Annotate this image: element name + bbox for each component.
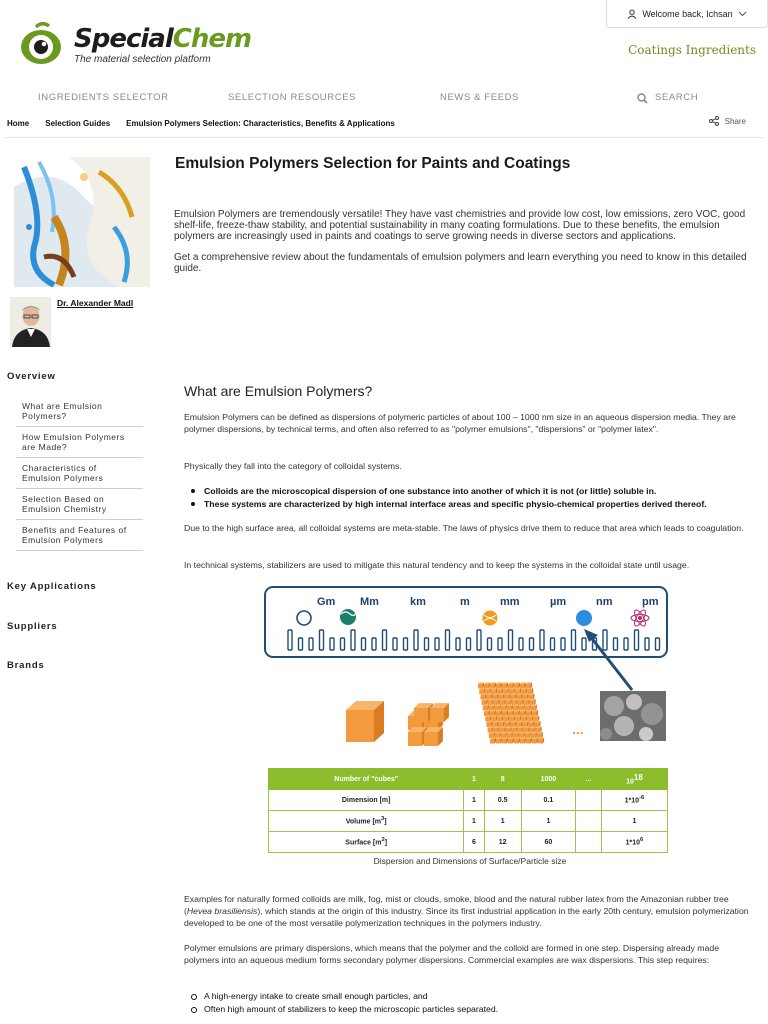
list-item: A high-energy intake to create small enough particles, and	[184, 990, 756, 1003]
breadcrumb-selection-guides[interactable]: Selection Guides	[45, 119, 111, 128]
share-icon	[709, 116, 719, 126]
many-cubes-icon	[478, 682, 544, 743]
breadcrumb-current[interactable]: Emulsion Polymers Selection: Characteristics, Benefits & Applications	[126, 119, 395, 128]
search-label: SEARCH	[655, 92, 699, 103]
scale-unit: mm	[500, 596, 520, 608]
section-heading: What are Emulsion Polymers?	[184, 383, 373, 399]
globe-icon	[340, 609, 356, 625]
table-cell	[576, 832, 602, 853]
cubes-table	[268, 768, 668, 853]
table-cell: 0.5	[484, 790, 521, 811]
toc-item-benefits[interactable]: Benefits and Features of Emulsion Polymers	[16, 520, 143, 551]
table-cell: 60	[521, 832, 575, 853]
toc-item-how-made[interactable]: How Emulsion Polymers are Made?	[16, 427, 143, 458]
sidebar-overview[interactable]: Overview	[7, 371, 56, 382]
scale-unit: Mm	[360, 596, 379, 608]
table-cell: 1	[484, 811, 521, 832]
section-paragraph: Polymer emulsions are primary dispersions, which means that the polymer and the colloid are formed in one step. Dispersing already made polymers into an aqueous medium forms secondary polymer dispersions. Commercial examples are wax dispersions. This step requires:	[184, 943, 720, 965]
user-icon	[627, 9, 637, 19]
section-paragraph: Due to the high surface area, all colloidal systems are meta-stable. The laws of physics drive them to reduce that area which leads to coagulation.	[184, 523, 744, 533]
table-header: 8	[484, 769, 521, 790]
table-cell: 6	[464, 832, 484, 853]
scale-unit: nm	[596, 596, 613, 608]
table-cell: $1*10^{-6}$	[601, 790, 667, 811]
scale-unit: km	[410, 596, 426, 608]
orange-ball-icon	[483, 611, 498, 626]
section-link-coatings[interactable]: Coatings Ingredients	[628, 43, 756, 57]
table-row	[269, 832, 668, 853]
chevron-down-icon	[738, 11, 747, 17]
table-header: Number of "cubes"	[269, 769, 464, 790]
author-link[interactable]: Dr. Alexander Madl	[57, 298, 134, 308]
table-cell: 1	[464, 811, 484, 832]
table-cell: Dimension [m]	[269, 790, 464, 811]
table-row	[269, 811, 668, 832]
scale-unit: Gm	[317, 596, 336, 608]
table-header: ...	[576, 769, 602, 790]
share-label: Share	[724, 116, 746, 126]
hero-paint-splash-image	[14, 157, 150, 287]
welcome-text: Welcome back, Ichsan	[642, 8, 733, 19]
scale-unit: pm	[642, 596, 659, 608]
table-header: 1000	[521, 769, 575, 790]
sidebar-suppliers[interactable]: Suppliers	[7, 621, 58, 632]
sidebar-key-applications[interactable]: Key Applications	[7, 581, 97, 592]
scale-unit: µm	[550, 596, 567, 608]
ellipsis-label: ...	[572, 721, 584, 737]
scale-graphics	[262, 584, 672, 766]
arrow-line	[590, 636, 632, 690]
bullet-list	[184, 485, 756, 510]
toc-item-what-are[interactable]: What are Emulsion Polymers?	[16, 396, 143, 427]
header-divider	[5, 137, 763, 138]
intro-paragraph: Emulsion Polymers are tremendously versatile! They have vast chemistries and provide low cost, low emissions, zero VOC, good shelf-life, freeze-thaw stability, and potential sustainability in many coating formulations. Due to these benefits, the emulsion polymers are increasingly used in paints and coatings to serve growing needs in diverse sectors and applications.	[174, 209, 746, 242]
account-menu[interactable]	[606, 0, 768, 28]
search-icon	[637, 93, 648, 104]
section-paragraph: Physically they fall into the category of colloidal systems.	[184, 461, 402, 471]
nav-news-feeds[interactable]: NEWS & FEEDS	[440, 92, 519, 103]
atom-icon	[631, 608, 649, 627]
nav-selection-resources[interactable]: SELECTION RESOURCES	[228, 92, 357, 103]
section-paragraph: Emulsion Polymers can be defined as dispersions of polymeric particles of about 100 – 1000 nm size in an aqueous dispersion media. They are polymer dispersions, by technical terms, and often also referred to as "polymer emulsions", "dispersions" or "polymer latex".	[184, 412, 736, 434]
table-of-contents	[16, 396, 143, 551]
table-cell: $1*10^6$	[601, 832, 667, 853]
list-item: These systems are characterized by high internal interface areas and specific physio-chemical properties derived thereof.	[184, 498, 756, 511]
toc-item-characteristics[interactable]: Characteristics of Emulsion Polymers	[16, 458, 143, 489]
figure-caption: Dispersion and Dimensions of Surface/Particle size	[373, 856, 567, 866]
table-cell: Surface $[m^2]$	[269, 832, 464, 853]
section-paragraph: In technical systems, stabilizers are used to mitigate this natural tendency and to keep the systems in the colloidal state until usage.	[184, 560, 690, 570]
table-cell: 12	[484, 832, 521, 853]
specialchem-logo[interactable]	[18, 18, 252, 70]
table-row	[269, 790, 668, 811]
author-avatar[interactable]	[10, 297, 51, 347]
single-cube-icon	[346, 701, 384, 742]
nav-ingredients-selector[interactable]: INGREDIENTS SELECTOR	[38, 92, 169, 103]
breadcrumb	[7, 119, 395, 128]
table-cell	[576, 811, 602, 832]
breadcrumb-home[interactable]: Home	[7, 119, 30, 128]
particle-dot-icon	[576, 610, 592, 626]
article-title: Emulsion Polymers Selection for Paints and Coatings	[175, 155, 571, 172]
logo-tagline: The material selection platform	[74, 54, 211, 65]
article-intro	[174, 209, 759, 284]
table-header: 1	[464, 769, 484, 790]
scale-unit: m	[460, 596, 470, 608]
list-item: Often high amount of stabilizers to keep the microscopic particles separated.	[184, 1003, 756, 1016]
planet-circle-icon	[297, 611, 311, 625]
table-header: $10^{18}$	[601, 769, 667, 790]
sidebar-brands[interactable]: Brands	[7, 660, 45, 671]
table-cell: Volume $[m^3]$	[269, 811, 464, 832]
bullet-list	[184, 990, 756, 1015]
toc-item-selection-chemistry[interactable]: Selection Based on Emulsion Chemistry	[16, 489, 143, 520]
section-paragraph: Examples for naturally formed colloids are milk, fog, mist or clouds, smoke, blood and the natural rubber latex from the Amazonian rubber tree (Hevea brasiliensis), which stands at the origin of this industry. Since its first industrial application in the early 20th century, emulsion polymerization developed to be one of the most versatile polymerization techniques in the polymers industry.	[184, 894, 749, 928]
logo-wordmark: SpecialChem	[74, 24, 252, 54]
table-cell	[576, 790, 602, 811]
table-cell: 1	[464, 790, 484, 811]
list-item: Colloids are the microscopical dispersion of one substance into another of which it is not (or little) soluble in.	[184, 485, 756, 498]
share-button[interactable]	[709, 116, 746, 126]
table-cell: 1	[601, 811, 667, 832]
table-cell: 1	[521, 811, 575, 832]
eight-cubes-icon	[408, 703, 449, 746]
sem-particles-image	[600, 691, 666, 741]
logo-eye-icon	[18, 20, 66, 68]
table-cell: 0.1	[521, 790, 575, 811]
dispersion-figure	[262, 584, 672, 854]
intro-paragraph: Get a comprehensive review about the fundamentals of emulsion polymers and learn everything you need to know in this detailed guide.	[174, 252, 747, 274]
